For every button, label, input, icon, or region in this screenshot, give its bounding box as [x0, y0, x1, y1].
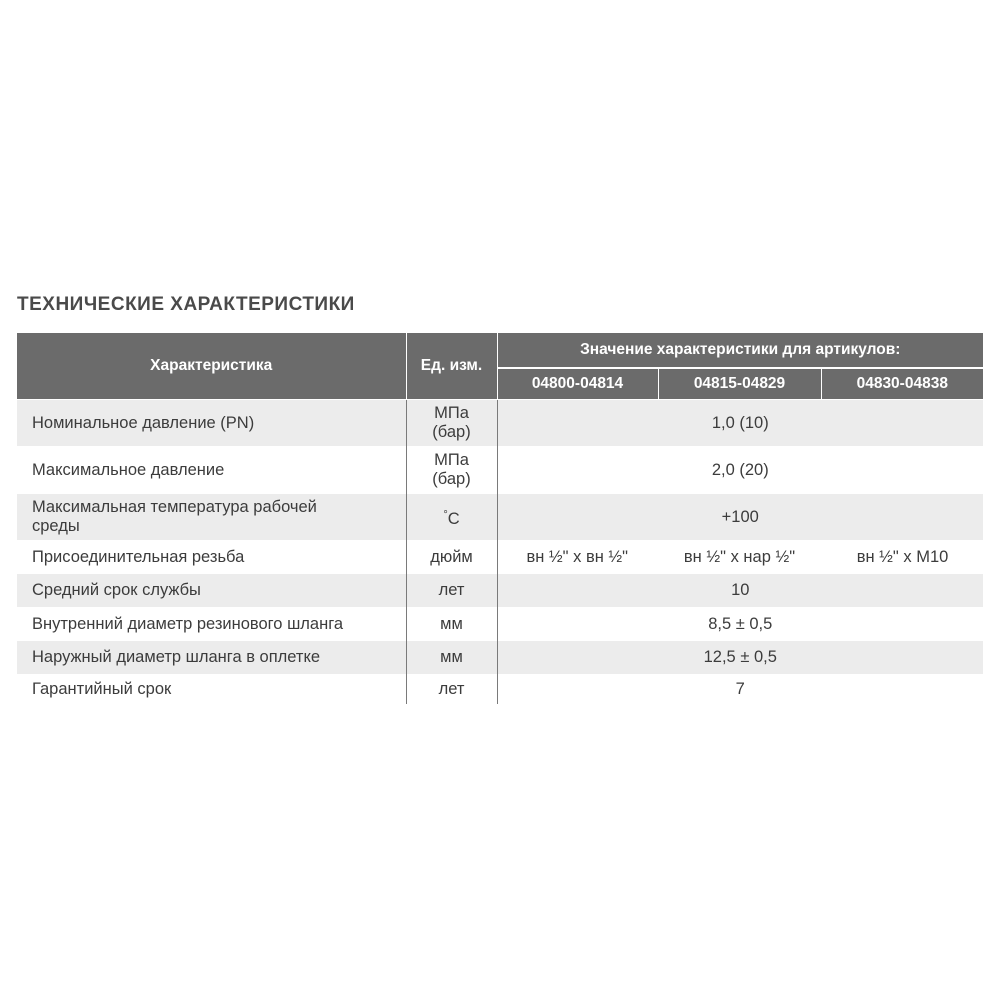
row-unit: мм — [406, 641, 497, 674]
table-row-outer-diameter — [17, 641, 983, 674]
row-value: 1,0 (10) — [497, 400, 983, 447]
row-name: Максимальное давление — [17, 446, 406, 494]
row-value-article-1: вн ½" х вн ½" — [497, 540, 658, 574]
header-article-1: 04800-04814 — [497, 368, 658, 400]
unit-line: МПа — [434, 404, 469, 422]
row-name: Наружный диаметр шланга в оплетке — [17, 641, 406, 674]
row-name: Внутренний диаметр резинового шланга — [17, 607, 406, 641]
degree-sign: ° — [443, 508, 448, 521]
header-article-2: 04815-04829 — [658, 368, 821, 400]
row-name: Номинальное давление (PN) — [17, 400, 406, 447]
header-characteristic: Характеристика — [17, 333, 406, 400]
table-row-warranty — [17, 674, 983, 704]
table-row-service-life — [17, 574, 983, 607]
table-row-max-pressure — [17, 446, 983, 494]
row-value-article-2: вн ½" х нар ½" — [658, 540, 821, 574]
row-value: 8,5 ± 0,5 — [497, 607, 983, 641]
unit-line: (бар) — [432, 470, 471, 488]
specifications-table — [17, 333, 983, 704]
header-article-3: 04830-04838 — [821, 368, 983, 400]
row-unit: дюйм — [406, 540, 497, 574]
row-value: +100 — [497, 494, 983, 540]
unit-line: (бар) — [432, 423, 471, 441]
unit-line: МПа — [434, 451, 469, 469]
row-unit — [406, 400, 497, 447]
row-unit: лет — [406, 574, 497, 607]
row-value: 2,0 (20) — [497, 446, 983, 494]
unit-letter: C — [447, 509, 460, 528]
name-line: среды — [32, 517, 80, 535]
name-line: Максимальная температура рабочей — [32, 498, 317, 516]
table-row-inner-diameter — [17, 607, 983, 641]
row-unit — [406, 446, 497, 494]
table-row-max-temperature — [17, 494, 983, 540]
header-unit: Ед. изм. — [406, 333, 497, 400]
row-value: 10 — [497, 574, 983, 607]
section-title: ТЕХНИЧЕСКИЕ ХАРАКТЕРИСТИКИ — [17, 294, 355, 315]
table-row-nominal-pressure — [17, 400, 983, 447]
row-unit — [406, 494, 497, 540]
row-unit: лет — [406, 674, 497, 704]
row-name: Гарантийный срок — [17, 674, 406, 704]
row-value: 7 — [497, 674, 983, 704]
header-values-group: Значение характеристики для артикулов: — [497, 333, 983, 368]
row-name — [17, 494, 406, 540]
row-value-article-3: вн ½" х М10 — [821, 540, 983, 574]
row-name: Присоединительная резьба — [17, 540, 406, 574]
row-value: 12,5 ± 0,5 — [497, 641, 983, 674]
row-unit: мм — [406, 607, 497, 641]
table-row-thread — [17, 540, 983, 574]
row-name: Средний срок службы — [17, 574, 406, 607]
